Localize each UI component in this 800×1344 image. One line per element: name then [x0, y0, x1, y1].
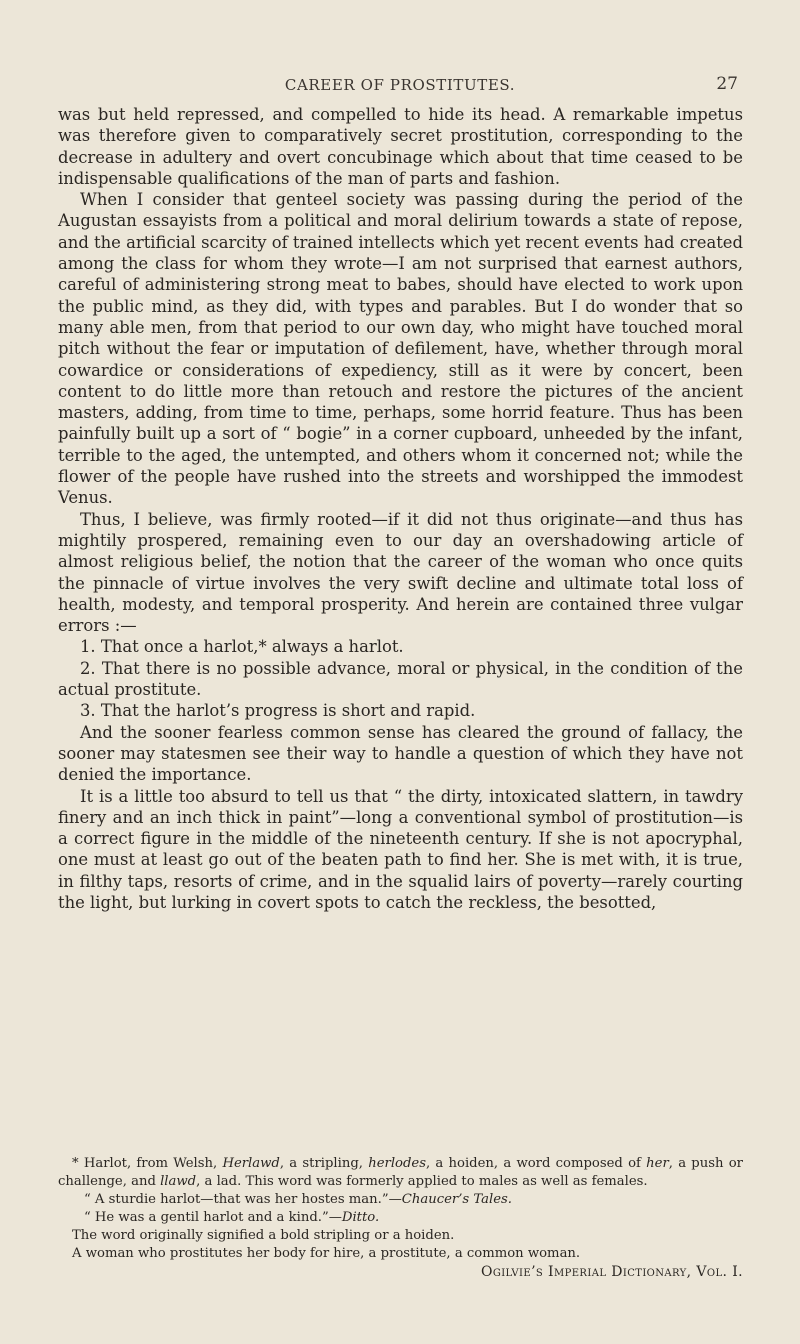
body-text: [58, 104, 743, 913]
paragraph: was but held repressed, and compelled to hide its head. A remarkable impetus was therefore given to comparatively secret prostitution, corresponding to the decrease in adultery and overt concubinage which about that time ceased to be indispensable qualifications of the man of parts and fashion.: [58, 105, 743, 188]
footnote-source: Ogilvie’s Imperial Dictionary, Vol. I.: [480, 1264, 743, 1280]
footnote-line: The word originally signified a bold stripling or a hoiden.: [72, 1228, 455, 1243]
list-item: 1. That once a harlot,* always a harlot.: [80, 637, 404, 657]
footnote-quote: “ He was a gentil harlot and a kind.”—Ditto.: [84, 1210, 380, 1225]
footnote-quote: “ A sturdie harlot—that was her hostes man.”—Chaucer’s Tales.: [84, 1192, 512, 1207]
paragraph: When I consider that genteel society was passing during the period of the Augustan essayists from a political and moral delirium towards a state of repose, and the artificial scarcity of trained intellects which yet recent events had created among the class for whom they wrote—I am not surprised that earnest authors, careful of administering strong meat to babes, should have elected to work upon the public mind, as they did, with types and parables. But I do wonder that so many able men, from that period to our own day, who might have touched moral pitch without the fear or imputation of defilement, have, whether through moral cowardice or considerations of expediency, still as it were by concert, been content to do little more than retouch and restore the pictures of the ancient masters, adding, from time to time, perhaps, some horrid feature. Thus has been painfully built up a sort of “ bogie” in a corner cupboard, unheeded by the infant, terrible to the aged, the untempted, and others whom it concerned not; while the flower of the people have rushed into the streets and worshipped the immodest Venus.: [58, 190, 743, 508]
paragraph: It is a little too absurd to tell us that “ the dirty, intoxicated slattern, in tawdry finery and an inch thick in paint”—long a conventional symbol of prostitution—is a correct figure in the middle of the nineteenth century. If she is not apocryphal, one must at least go out of the beaten path to find her. She is met with, it is true, in filthy taps, resorts of crime, and in the squalid lairs of poverty—rarely courting the light, but lurking in covert spots to catch the reckless, the besotted,: [58, 786, 743, 912]
page-number: 27: [716, 74, 738, 94]
paragraph: Thus, I believe, was firmly rooted—if it did not thus originate—and thus has mightily prospered, remaining even to our day an overshadowing article of almost religious belief, the notion that the career of the woman who once quits the pinnacle of virtue involves the very swift decline and ultimate total loss of health, modesty, and temporal prosperity. And herein are contained three vulgar errors :—: [58, 509, 743, 636]
footnote-line: A woman who prostitutes her body for hire, a prostitute, a common woman.: [72, 1246, 581, 1261]
footnote-etymology: * Harlot, from Welsh, Herlawd, a stripling, herlodes, a hoiden, a word composed of her, a push or challenge, and llawd, a lad. This word was formerly applied to males as well as females.: [58, 1156, 743, 1189]
running-title: CAREER OF PROSTITUTES.: [284, 76, 516, 94]
list-item: 3. That the harlot’s progress is short and rapid.: [80, 701, 476, 721]
paragraph: And the sooner fearless common sense has cleared the ground of fallacy, the sooner may statesmen see their way to handle a question of which they have not denied the importance.: [58, 722, 743, 785]
footnotes: [58, 1155, 743, 1281]
list-item: 2. That there is no possible advance, moral or physical, in the condition of the actual prostitute.: [58, 658, 743, 700]
